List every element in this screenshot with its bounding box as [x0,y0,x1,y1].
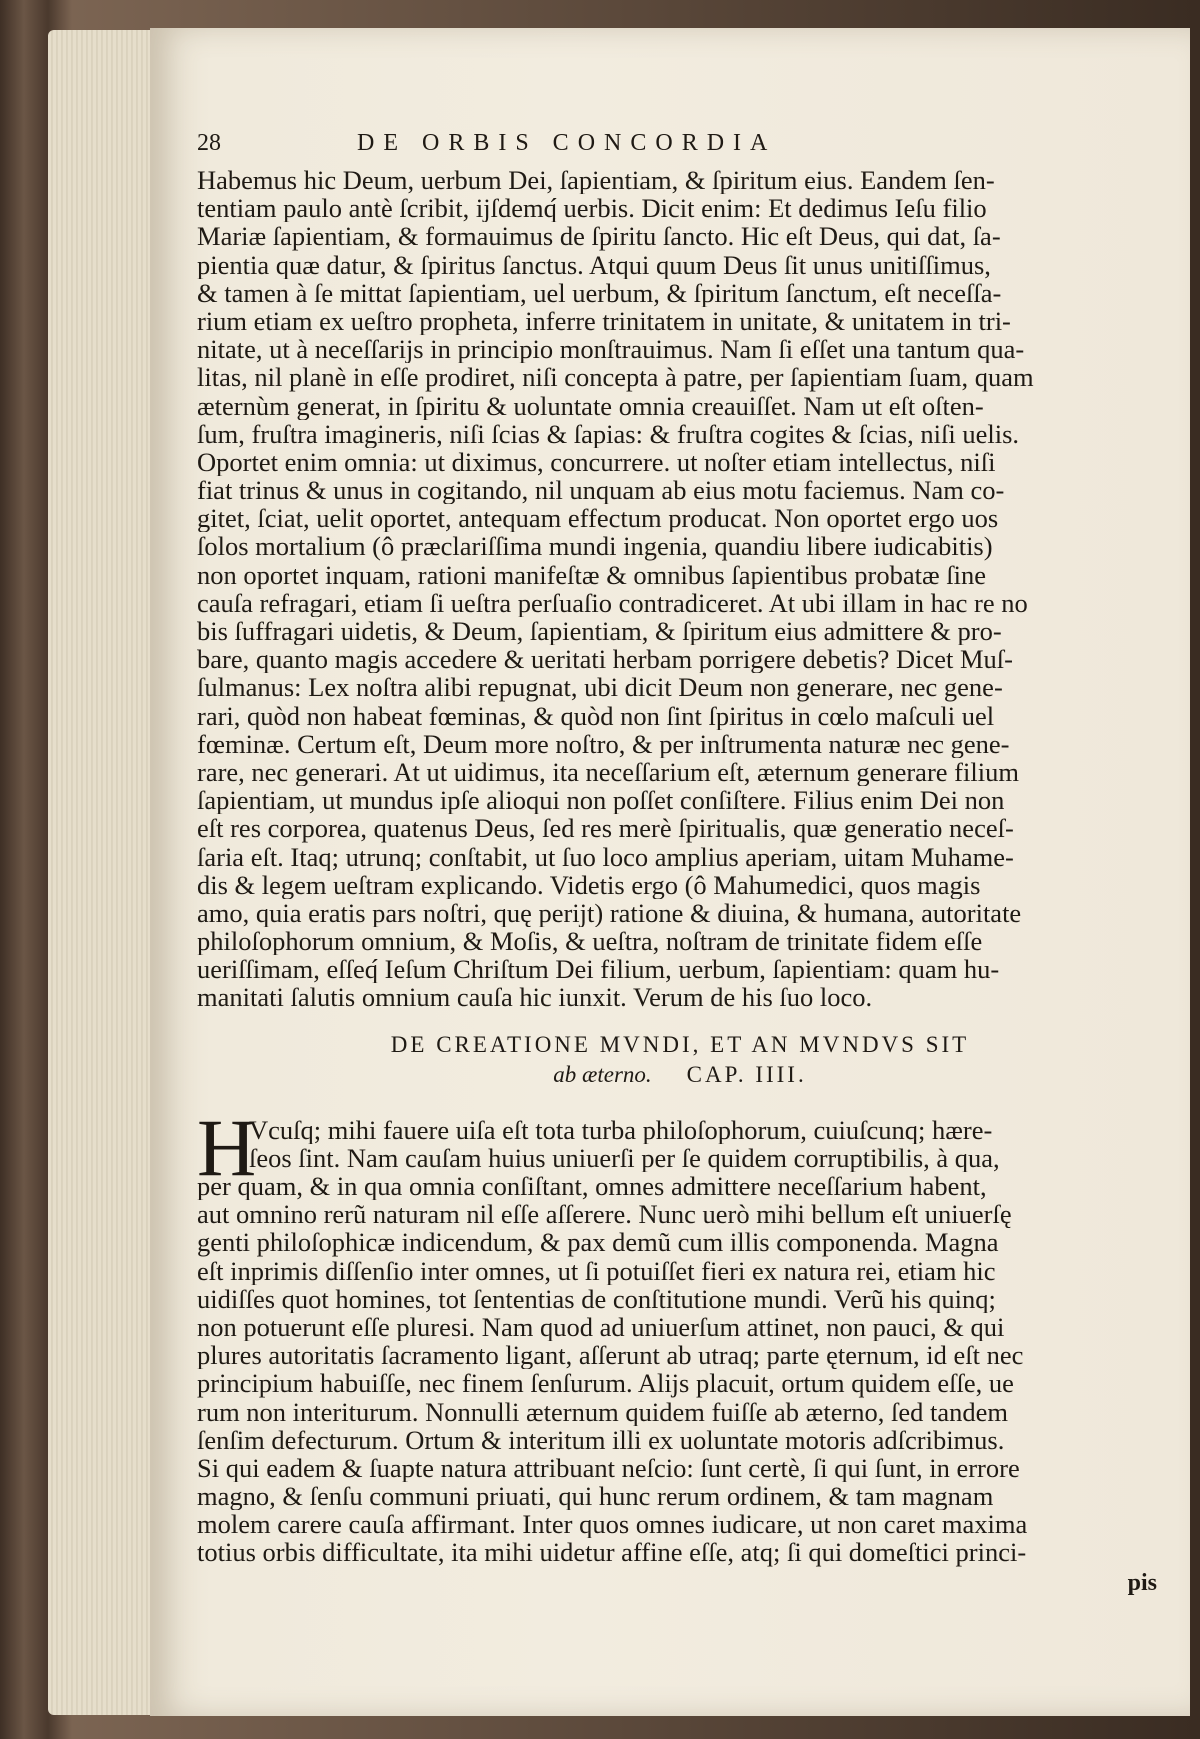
chapter-text-line: eſt inprimis diſſenſio inter omnes, ut ſi potuiſſet fieri ex natura rei, etiam hic [197,1256,996,1285]
text-line: Oportet enim omnia: ut diximus, concurrere. ut noſter etiam intellectus, niſi [197,447,996,477]
chapter-label: CAP. IIII. [686,1061,807,1087]
text-line: ſulmanus: Lex noſtra alibi repugnat, ubi dicit Deum non generare, nec gene- [197,673,1003,702]
running-title: DE ORBIS CONCORDIA [357,130,777,156]
text-line: philoſophorum omnium, & Moſis, & ueſtra, noſtram de trinitate fidem eſſe [197,927,983,956]
text-line: Habemus hic Deum, uerbum Dei, ſapientiam, & ſpiritum eius. Eandem ſen- [197,166,995,195]
text-line: pientia quæ datur, & ſpiritus ſanctus. Atqui quum Deus ſit unus unitiſſimus, [197,250,991,279]
text-line: dis & legem ueſtram explicando. Videtis ergo (ô Mahumedici, quos magis [197,870,981,899]
text-line: nitate, ut à neceſſarijs in principio monſtrauimus. Nam ſi eſſet una tantum qua- [197,335,1025,364]
chapter-text-line: Vcuſq; mihi fauere uiſa eſt tota turba philoſophorum, cuiuſcunq; hære- [249,1115,993,1144]
chapter-text-line: uidiſſes quot homines, tot ſententias de conſtitutione mundi. Verũ his quinq; [197,1284,996,1313]
text-line: cauſa refragari, etiam ſi ueſtra perſuaſio contradiceret. At ubi illam in hac re no [197,588,1028,617]
chapter-text-line: molem carere cauſa affirmant. Inter quos omnes iudicare, ut non caret maxima [197,1510,1028,1539]
text-line: & tamen à ſe mittat ſapientiam, uel uerbum, & ſpiritum ſanctum, eſt neceſſa- [197,278,1002,307]
body-text [197,166,1163,1012]
text-line: gitet, ſciat, uelit oportet, antequam effectum producat. Non oportet ergo uos [197,504,999,533]
text-line: tentiam paulo antè ſcribit, ijſdemq́ uerbis. Dicit enim: Et dedimus Ieſu filio [197,194,987,223]
catchword: pis [1127,1569,1157,1596]
text-line: litas, nil planè in eſſe prodiret, niſi concepta à patre, per ſapientiam ſuam, quam [197,363,1034,392]
chapter-body [197,1101,1163,1567]
text-line: fiat trinus & unus in cogitando, nil unquam ab eius motu faciemus. Nam co- [197,476,1005,505]
text-line: æternùm generat, in ſpiritu & uoluntate omnia creauiſſet. Nam ut eſt oſten- [197,391,984,420]
text-line: eſt res corporea, quatenus Deus, ſed res merè ſpiritualis, quæ generatio neceſ- [197,814,1014,843]
text-line: fœminæ. Certum eſt, Deum more noſtro, & per inſtrumenta naturæ nec gene- [197,729,1010,758]
chapter-text-line: Si qui eadem & ſuapte natura attribuant neſcio: ſunt certè, ſi qui ſunt, in errore [197,1453,1020,1483]
text-line: bis ſuffragari uidetis, & Deum, ſapientiam, & ſpiritum eius admittere & pro- [197,617,1002,646]
running-head [197,130,1163,166]
chapter-text-line: ſeos ſint. Nam cauſam huius uniuerſi per ſe quidem corruptibilis, à qua, [249,1143,1000,1172]
drop-capital: H [197,1101,257,1193]
text-line: bare, quanto magis accedere & ueritati herbam porrigere debetis? Dicet Muſ- [197,645,1013,674]
chapter-text-line: principium habuiſſe, nec finem ſenſurum. Alijs placuit, ortum quidem eſſe, ue [197,1369,1014,1398]
text-line: manitati ſalutis omnium cauſa hic iunxit. Verum de his ſuo loco. [197,983,873,1012]
chapter-text-line: non potuerunt eſſe pluresi. Nam quod ad uniuerſum attinet, non pauci, & qui [197,1312,1005,1342]
text-line: ſapientiam, ut mundus ipſe alioqui non poſſet conſiſtere. Filius enim Dei non [197,786,1005,815]
chapter-text-line: totius orbis difficultate, ita mihi uidetur affine eſſe, atq; ſi qui domeſtici princi- [197,1538,1027,1567]
text-line: rare, nec generari. At ut uidimus, ita neceſſarium eſt, æternum generare filium [197,757,1019,787]
chapter-text-line: magno, & ſenſu communi priuati, qui hunc rerum ordinem, & tam magnam [197,1482,994,1511]
chapter-text-line: rum non interiturum. Nonnulli æternum quidem fuiſſe ab æterno, ſed tandem [197,1397,1009,1426]
text-line: ueriſſimam, eſſeq́ Ieſum Chriſtum Dei filium, uerbum, ſapientiam: quam hu- [197,955,1000,984]
chapter-text-line: per quam, & in qua omnia conſiſtant, omnes admittere neceſſarium habent, [197,1172,987,1201]
text-line: rari, quòd non habeat fœminas, & quòd non ſint ſpiritus in cœlo maſculi uel [197,701,995,730]
chapter-text-line: plures autoritatis ſacramento ligant, aſſerunt ab utraq; parte ęternum, id eſt nec [197,1341,1024,1370]
chapter-text [197,1101,1163,1567]
chapter-text-line: ſenſim defecturum. Ortum & interitum illi ex uoluntate motoris adſcribimus. [197,1425,1005,1454]
text-line: Mariæ ſapientiam, & formauimus de ſpiritu ſancto. Hic eſt Deus, qui dat, ſa- [197,222,1001,251]
chapter-subheading [197,1060,1163,1090]
text-line: rium etiam ex ueſtro propheta, inferre trinitatem in unitate, & unitatem in tri- [197,306,1011,336]
text-line: ſaria eſt. Itaq; utrunq; conſtabit, ut ſuo loco amplius aperiam, uitam Muhame- [197,842,1014,871]
text-line: ſum, fruſtra imagineris, niſi ſcias & ſapias: & fruſtra cogites & ſcias, niſi uelis. [197,419,1020,448]
page-content [197,130,1163,1597]
chapter-sub-italic: ab æterno. [553,1061,652,1087]
text-line: non oportet inquam, rationi manifeſtæ & omnibus ſapientibus probatæ ſine [197,560,986,589]
text-line: amo, quia eratis pars noſtri, quę perijt) ratione & diuina, & humana, autoritate [197,898,1022,928]
chapter-text-line: aut omnino rerũ naturam nil eſſe aſſerere. Nunc uerò mihi bellum eſt uniuerſę [197,1200,1012,1229]
text-line: ſolos mortalium (ô præclariſſima mundi ingenia, quandiu libere iudicabitis) [197,532,993,561]
chapter-text-line: genti philoſophicæ indicendum, & pax demũ cum illis componenda. Magna [197,1228,999,1257]
page-number: 28 [197,130,221,156]
chapter-heading: DE CREATIONE MVNDI, ET AN MVNDVS SIT [390,1031,970,1057]
